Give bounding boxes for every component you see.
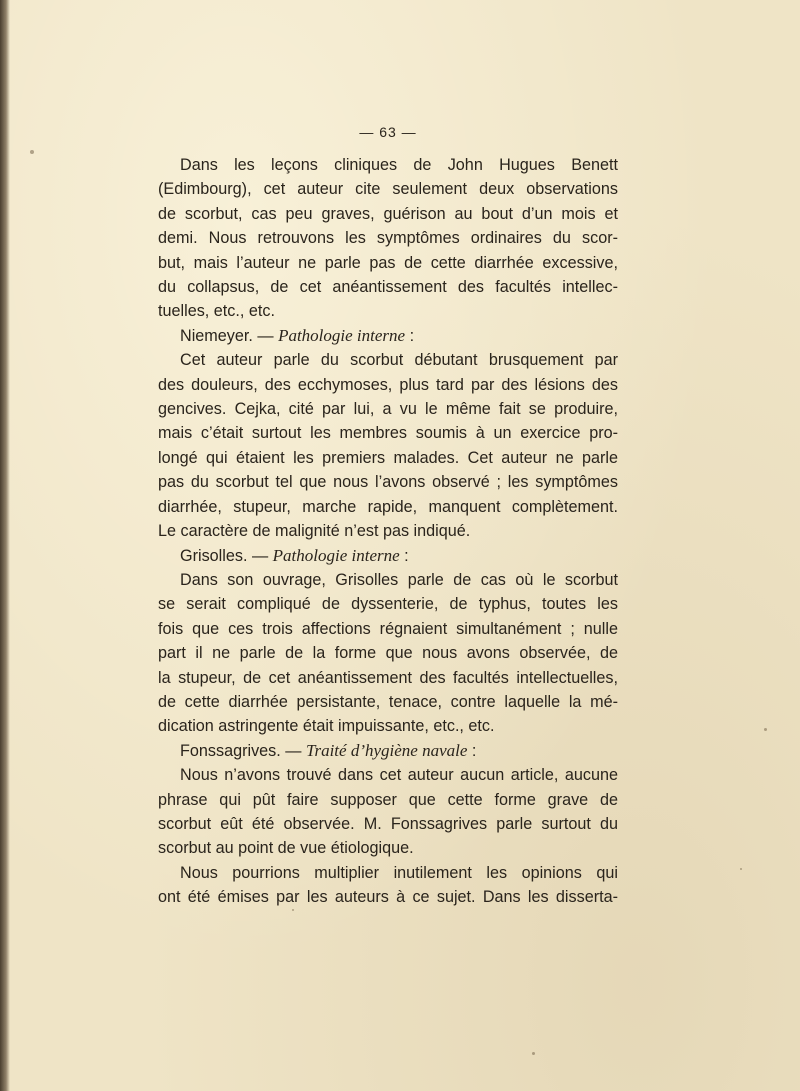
text-line: part il ne parle de la forme que nous avons observée, de xyxy=(158,644,618,663)
text-line: (Edimbourg), cet auteur cite seulement deux observations xyxy=(158,180,618,199)
text-line: Cet auteur parle du scorbut débutant brusquement par xyxy=(180,351,618,370)
text-line: de scorbut, cas peu graves, guérison au bout d’un mois et xyxy=(158,204,618,223)
paragraph xyxy=(158,568,618,739)
reference-author: Niemeyer. — xyxy=(180,326,279,345)
paper-speck xyxy=(740,868,742,870)
reference-colon: : xyxy=(405,326,415,345)
paper-speck xyxy=(30,150,34,154)
reference-work-title: Pathologie interne xyxy=(278,325,406,345)
text-line: pas du scorbut tel que nous l’avons observé ; les symptômes xyxy=(158,473,618,492)
text-line: Le caractère de malignité n’est pas indiqué. xyxy=(158,522,471,541)
text-line: mais c’était surtout les membres soumis à un exercice pro- xyxy=(158,424,618,443)
text-line: demi. Nous retrouvons les symptômes ordinaires du scor- xyxy=(158,229,618,248)
reference-heading xyxy=(158,544,618,568)
paragraph xyxy=(158,861,618,910)
paper-speck xyxy=(532,1052,535,1055)
text-line: ont été émises par les auteurs à ce sujet. Dans les disserta- xyxy=(158,888,618,907)
reference-heading xyxy=(158,324,618,348)
reference-heading xyxy=(158,739,618,763)
text-line: du collapsus, de cet anéantissement des facultés intellec- xyxy=(158,278,618,297)
reference-colon: : xyxy=(467,741,477,760)
text-line: gencives. Cejka, cité par lui, a vu le même fait se produire, xyxy=(158,400,618,419)
paper-speck xyxy=(292,909,294,911)
reference-author: Grisolles. — xyxy=(180,546,273,565)
text-line: Nous pourrions multiplier inutilement les opinions qui xyxy=(180,863,618,882)
body-text xyxy=(158,153,618,910)
reference-work-title: Traité d’hygiène navale xyxy=(305,740,468,760)
text-line: diarrhée, stupeur, marche rapide, manquent complètement. xyxy=(158,497,618,516)
reference-work-title: Pathologie interne xyxy=(272,545,400,565)
paragraph xyxy=(158,153,618,324)
text-line: fois que ces trois affections régnaient simultanément ; nulle xyxy=(158,619,618,638)
text-line: dication astringente était impuissante, etc., etc. xyxy=(158,717,495,736)
page-edge-shadow xyxy=(0,0,10,1091)
text-line: scorbut eût été observée. M. Fonssagrives parle surtout du xyxy=(158,814,618,833)
text-line: Dans son ouvrage, Grisolles parle de cas où le scorbut xyxy=(180,570,618,589)
paragraph xyxy=(158,348,618,543)
reference-colon: : xyxy=(399,546,409,565)
text-line: longé qui étaient les premiers malades. Cet auteur ne parle xyxy=(158,448,618,467)
text-line: but, mais l’auteur ne parle pas de cette diarrhée excessive, xyxy=(158,253,618,272)
paragraph xyxy=(158,763,618,861)
text-line: de cette diarrhée persistante, tenace, contre laquelle la mé- xyxy=(158,692,618,711)
text-line: la stupeur, de cet anéantissement des facultés intellectuelles, xyxy=(158,668,618,687)
paper-speck xyxy=(764,728,767,731)
book-page xyxy=(158,0,618,1091)
reference-author: Fonssagrives. — xyxy=(180,741,306,760)
text-line: phrase qui pût faire supposer que cette forme grave de xyxy=(158,790,618,809)
text-line: se serait compliqué de dyssenterie, de typhus, toutes les xyxy=(158,595,618,614)
text-line: des douleurs, des ecchymoses, plus tard par des lésions des xyxy=(158,375,618,394)
text-line: Nous n’avons trouvé dans cet auteur aucun article, aucune xyxy=(180,766,618,785)
text-line: scorbut au point de vue étiologique. xyxy=(158,839,414,858)
page-number: — 63 — xyxy=(359,124,417,140)
text-line: tuelles, etc., etc. xyxy=(158,302,275,321)
text-line: Dans les leçons cliniques de John Hugues Benett xyxy=(180,156,618,174)
